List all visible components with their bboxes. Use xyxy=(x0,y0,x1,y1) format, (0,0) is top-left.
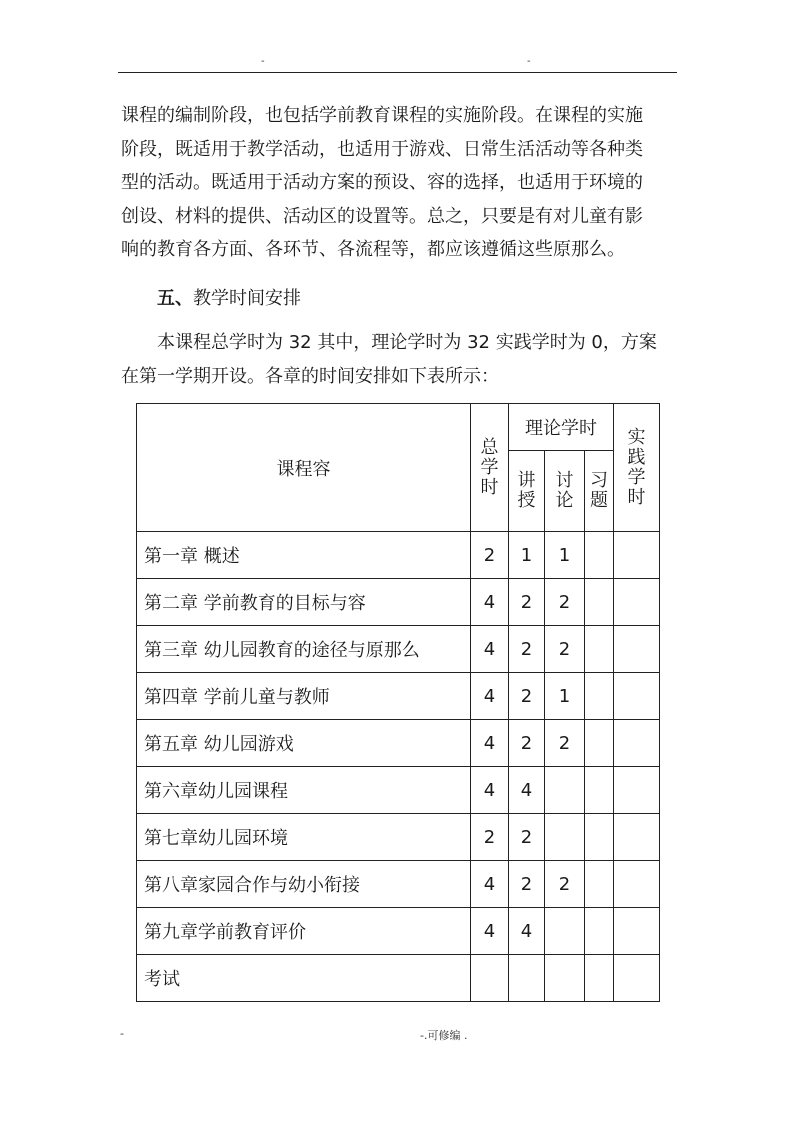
header-total-text: 总学时 xyxy=(480,436,499,498)
table-header-row xyxy=(137,404,660,451)
lecture-hours: 2 xyxy=(509,579,545,626)
chapter-name: 第七章幼儿园环境 xyxy=(137,814,471,861)
header-exercise xyxy=(585,451,614,532)
section-number: 五、 xyxy=(157,288,193,309)
section-title: 教学时间安排 xyxy=(193,288,301,309)
total-hours: 4 xyxy=(471,767,509,814)
intro-line: 课程的编制阶段，也包括学前教育课程的实施阶段。在课程的实施 xyxy=(121,105,643,126)
chapter-name: 第一章 概述 xyxy=(137,532,471,579)
discussion-hours: 2 xyxy=(545,579,585,626)
exercise-hours xyxy=(585,861,614,908)
total-hours: 4 xyxy=(471,626,509,673)
table-row xyxy=(137,908,660,955)
header-total xyxy=(471,404,509,532)
lecture-hours xyxy=(509,955,545,1002)
header-exercise-text: 习题 xyxy=(590,470,608,511)
table-row xyxy=(137,673,660,720)
table-row xyxy=(137,767,660,814)
chapter-name: 第八章家园合作与幼小衔接 xyxy=(137,861,471,908)
header-practice xyxy=(614,404,660,532)
exercise-hours xyxy=(585,720,614,767)
chapter-name: 第二章 学前教育的目标与容 xyxy=(137,579,471,626)
total-hours xyxy=(471,955,509,1002)
total-hours: 2 xyxy=(471,814,509,861)
practice-hours xyxy=(614,720,660,767)
total-hours: 4 xyxy=(471,720,509,767)
header-lecture xyxy=(509,451,545,532)
table-row xyxy=(137,720,660,767)
lecture-hours: 2 xyxy=(509,720,545,767)
schedule-line: 在第一学期开设。各章的时间安排如下表所示： xyxy=(121,365,499,387)
practice-hours xyxy=(614,673,660,720)
header-right-mark: - xyxy=(527,56,531,67)
exercise-hours xyxy=(585,532,614,579)
practice-hours xyxy=(614,908,660,955)
footer-left-mark: - xyxy=(120,1027,124,1040)
header-practice-text: 实践学时 xyxy=(627,426,646,508)
chapter-name: 第九章学前教育评价 xyxy=(137,908,471,955)
header-discussion-text: 讨论 xyxy=(555,470,574,511)
lecture-hours: 4 xyxy=(509,767,545,814)
lecture-hours: 1 xyxy=(509,532,545,579)
chapter-name: 第五章 幼儿园游戏 xyxy=(137,720,471,767)
discussion-hours xyxy=(545,955,585,1002)
chapter-name: 考试 xyxy=(137,955,471,1002)
table-row xyxy=(137,626,660,673)
intro-line: 阶段，既适用于教学活动，也适用于游戏、日常生活活动等各种类 xyxy=(121,138,643,160)
practice-hours xyxy=(614,767,660,814)
lecture-hours: 2 xyxy=(509,814,545,861)
exercise-hours xyxy=(585,673,614,720)
footer-center-text: -.可修编 . xyxy=(420,1029,468,1042)
exercise-hours xyxy=(585,814,614,861)
practice-hours xyxy=(614,814,660,861)
table-row xyxy=(137,861,660,908)
exercise-hours xyxy=(585,955,614,1002)
table-row xyxy=(137,579,660,626)
exercise-hours xyxy=(585,579,614,626)
schedule-table xyxy=(136,403,660,1002)
practice-hours xyxy=(614,955,660,1002)
lecture-hours: 2 xyxy=(509,626,545,673)
exercise-hours xyxy=(585,767,614,814)
section-heading xyxy=(157,282,301,315)
table-row xyxy=(137,955,660,1002)
discussion-hours: 1 xyxy=(545,673,585,720)
intro-line: 响的教育各方面、各环节、各流程等，都应该遵循这些原那么。 xyxy=(121,239,625,260)
header-content: 课程容 xyxy=(137,404,471,532)
lecture-hours: 2 xyxy=(509,673,545,720)
chapter-name: 第三章 幼儿园教育的途径与原那么 xyxy=(137,626,471,673)
header-lecture-text: 讲授 xyxy=(517,470,536,511)
header-discussion xyxy=(545,451,585,532)
header-rule xyxy=(118,72,677,73)
practice-hours xyxy=(614,579,660,626)
discussion-hours: 1 xyxy=(545,532,585,579)
intro-line: 创设、材料的提供、活动区的设置等。总之，只要是有对儿童有影 xyxy=(121,205,643,227)
chapter-name: 第四章 学前儿童与教师 xyxy=(137,673,471,720)
discussion-hours: 2 xyxy=(545,626,585,673)
total-hours: 4 xyxy=(471,861,509,908)
header-left-mark: - xyxy=(261,56,265,67)
exercise-hours xyxy=(585,908,614,955)
lecture-hours: 2 xyxy=(509,861,545,908)
discussion-hours: 2 xyxy=(545,861,585,908)
header-theory-group: 理论学时 xyxy=(509,404,614,451)
schedule-line: 本课程总学时为 32 其中，理论学时为 32 实践学时为 0，方案 xyxy=(157,332,657,353)
total-hours: 4 xyxy=(471,579,509,626)
chapter-name: 第六章幼儿园课程 xyxy=(137,767,471,814)
total-hours: 4 xyxy=(471,673,509,720)
practice-hours xyxy=(614,532,660,579)
table-row xyxy=(137,814,660,861)
discussion-hours xyxy=(545,908,585,955)
discussion-hours xyxy=(545,767,585,814)
discussion-hours: 2 xyxy=(545,720,585,767)
intro-paragraph xyxy=(121,99,671,267)
intro-line: 型的活动。既适用于活动方案的预设、容的选择，也适用于环境的 xyxy=(121,172,643,193)
practice-hours xyxy=(614,861,660,908)
schedule-paragraph xyxy=(121,326,671,393)
total-hours: 2 xyxy=(471,532,509,579)
practice-hours xyxy=(614,626,660,673)
exercise-hours xyxy=(585,626,614,673)
discussion-hours xyxy=(545,814,585,861)
table-row xyxy=(137,532,660,579)
total-hours: 4 xyxy=(471,908,509,955)
lecture-hours: 4 xyxy=(509,908,545,955)
